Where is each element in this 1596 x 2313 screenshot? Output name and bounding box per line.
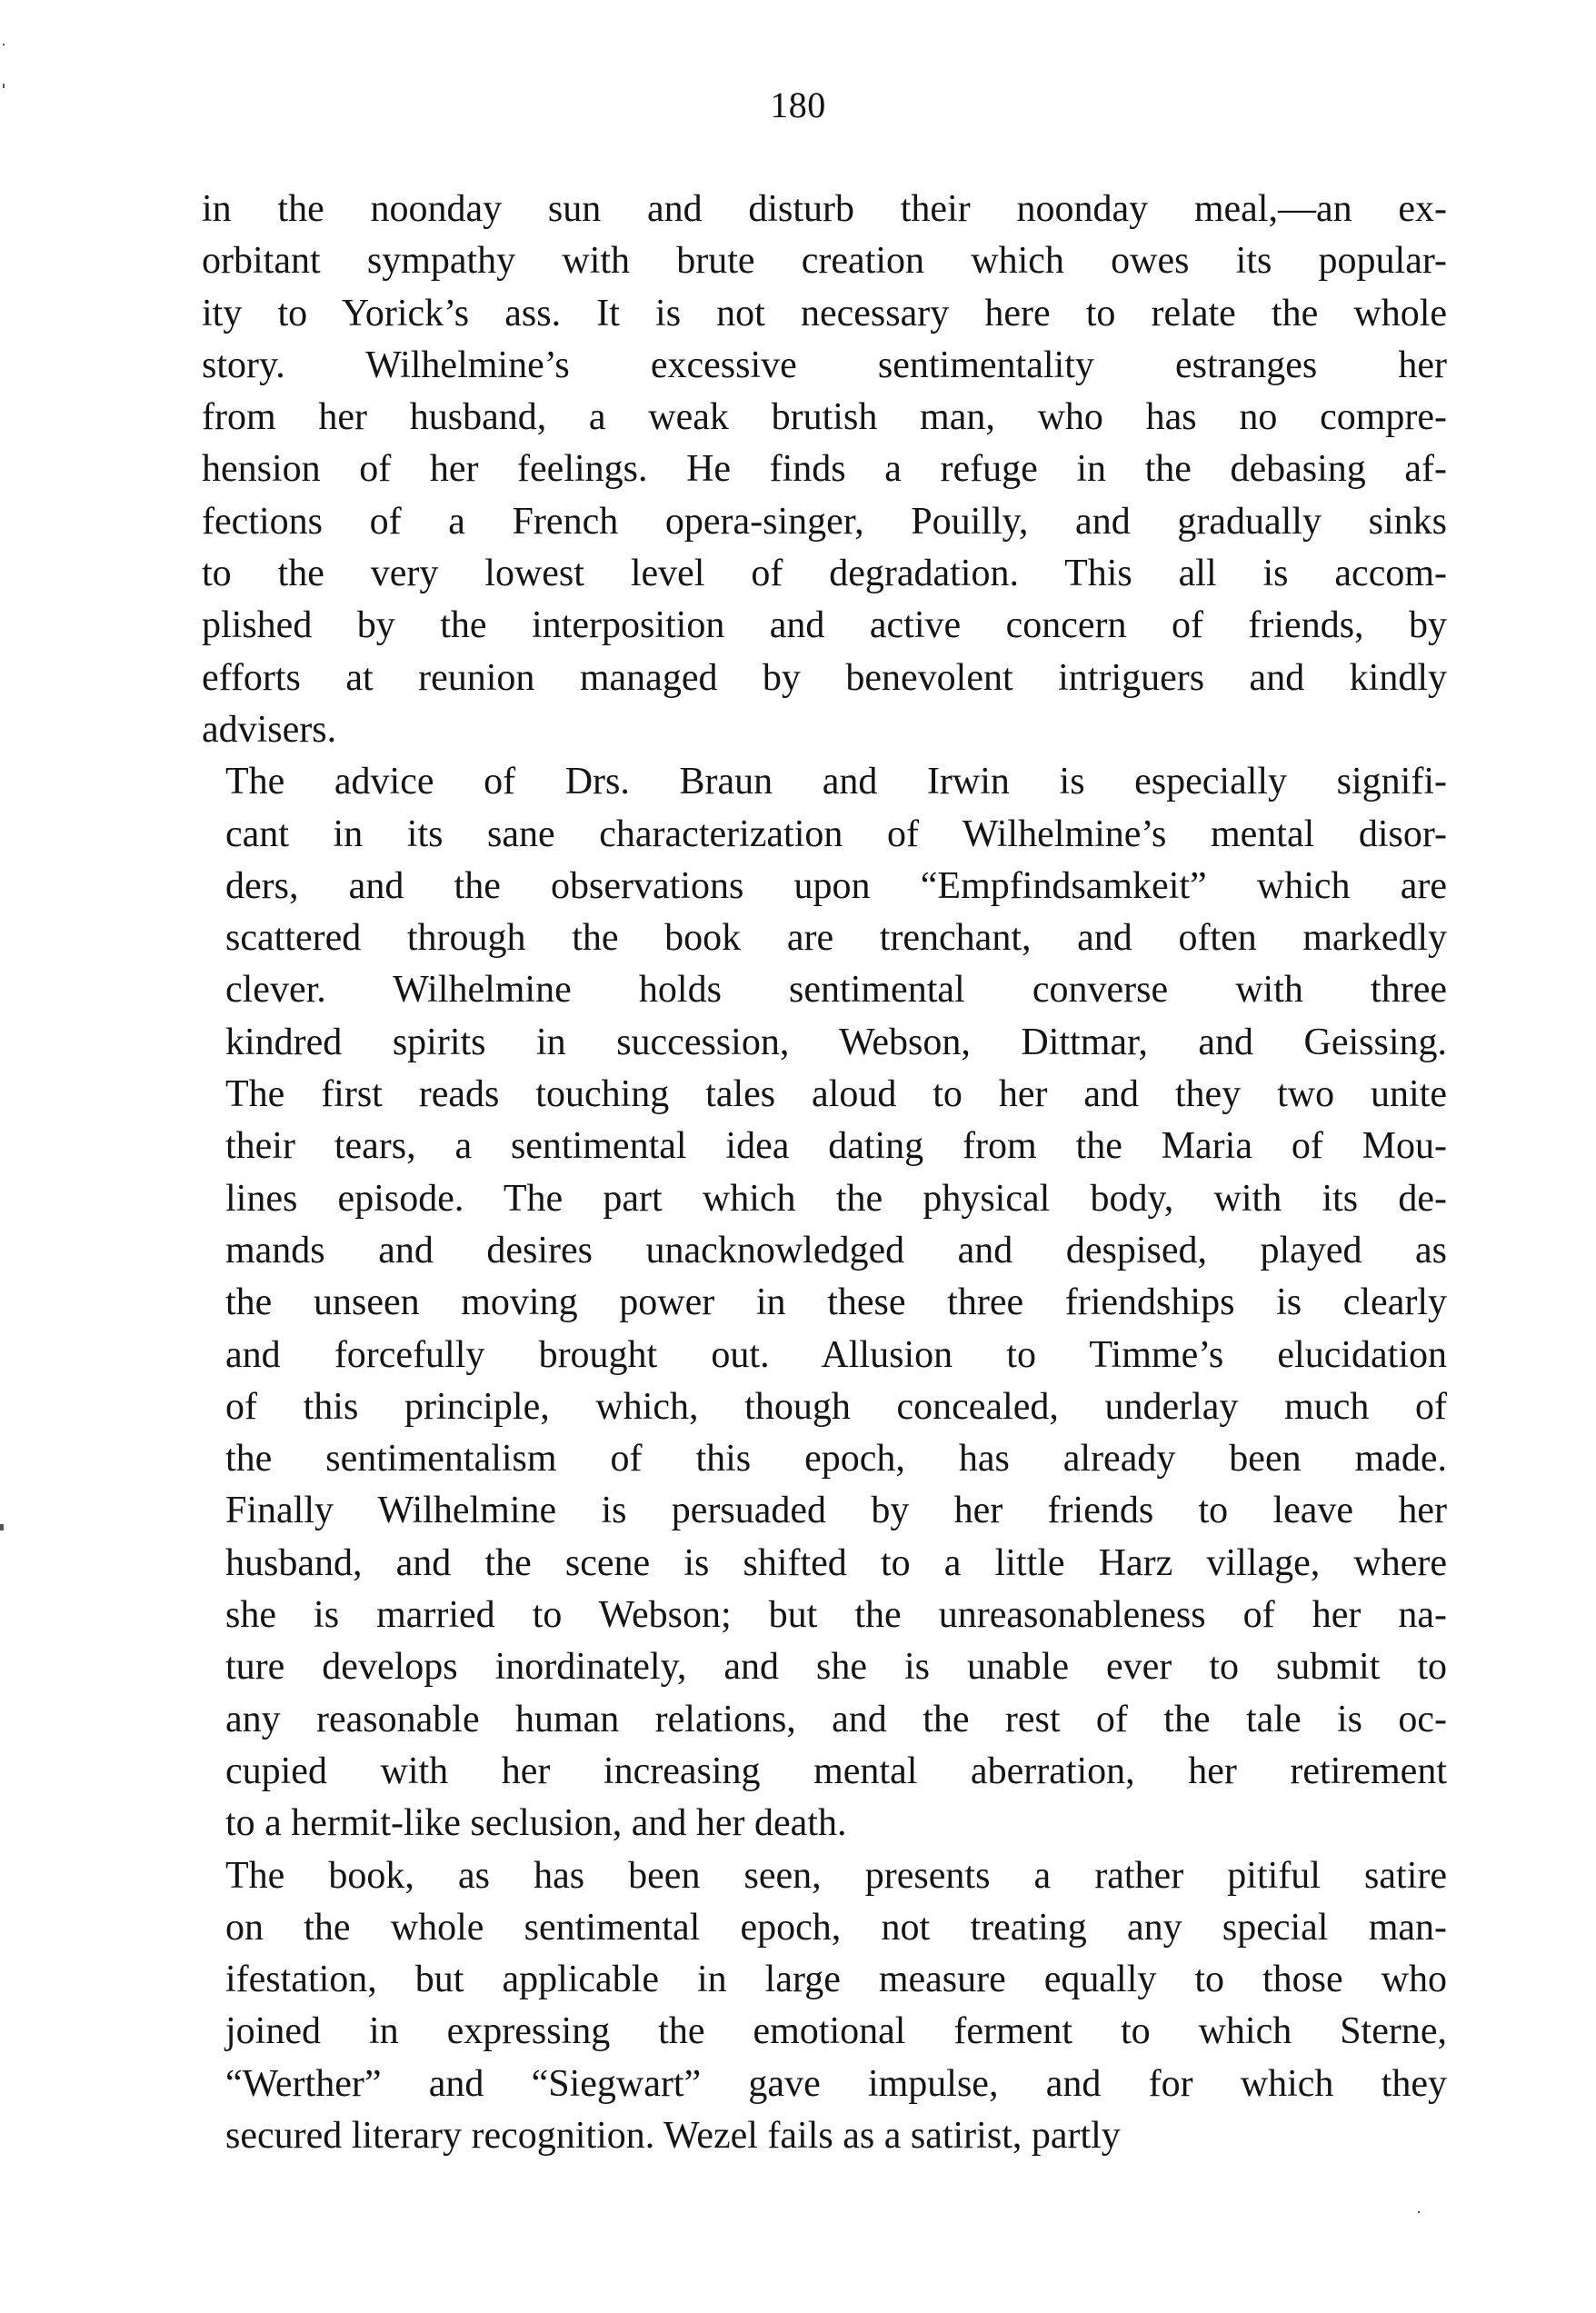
text-line: in the noonday sun and disturb their noonday meal,—an ex- — [202, 188, 1447, 230]
scan-speck — [1418, 2211, 1420, 2213]
scan-speck — [3, 84, 5, 88]
text-line: cupied with her increasing mental aberration, her retirement — [225, 1750, 1447, 1792]
scan-speck — [0, 1524, 4, 1530]
text-line: ifestation, but applicable in large measure equally to those who — [225, 1959, 1447, 2001]
text-line: efforts at reunion managed by benevolent intriguers and kindly — [202, 656, 1447, 699]
page-number: 180 — [770, 85, 826, 125]
text-line: advisers. — [202, 708, 337, 751]
text-line: of this principle, which, though concealed, underlay much of — [225, 1385, 1447, 1428]
text-line: mands and desires unacknowledged and despised, played as — [225, 1229, 1447, 1271]
text-line: clever. Wilhelmine holds sentimental converse with three — [225, 969, 1447, 1012]
text-line: she is married to Webson; but the unreasonableness of her na- — [225, 1594, 1447, 1637]
paragraph-1 — [202, 184, 1447, 756]
text-line: and forcefully brought out. Allusion to Timme’s elucidation — [225, 1333, 1447, 1376]
text-line: fections of a French opera-singer, Pouilly, and gradually sinks — [202, 500, 1447, 543]
text-line: any reasonable human relations, and the rest of the tale is oc- — [225, 1698, 1447, 1740]
text-line: lines episode. The part which the physical body, with its de- — [225, 1177, 1447, 1220]
text-line: cant in its sane characterization of Wilhelmine’s mental disor- — [225, 813, 1447, 855]
text-line: secured literary recognition. Wezel fails as a satirist, partly — [225, 2114, 1121, 2157]
text-line: to a hermit-like seclusion, and her death. — [225, 1802, 847, 1845]
text-line: “Werther” and “Siegwart” gave impulse, and for which they — [225, 2062, 1447, 2105]
text-line: plished by the interposition and active concern of friends, by — [202, 604, 1447, 647]
scan-speck — [3, 44, 5, 45]
text-line: the sentimentalism of this epoch, has already been made. — [225, 1438, 1447, 1481]
text-line: orbitant sympathy with brute creation which owes its popular- — [202, 240, 1447, 283]
text-line: ity to Yorick’s ass. It is not necessary here to relate the whole — [202, 292, 1447, 334]
text-line: their tears, a sentimental idea dating from the Maria of Mou- — [225, 1125, 1447, 1168]
text-line: The advice of Drs. Braun and Irwin is especially signifi- — [225, 761, 1447, 803]
text-line: to the very lowest level of degradation. This all is accom- — [202, 553, 1447, 595]
text-line: from her husband, a weak brutish man, who has no compre- — [202, 396, 1447, 439]
text-line: hension of her feelings. He finds a refuge in the debasing af- — [202, 448, 1447, 491]
text-line: story. Wilhelmine’s excessive sentimentality estranges her — [202, 344, 1447, 386]
text-line: The book, as has been seen, presents a rather pitiful satire — [225, 1854, 1447, 1897]
text-line: ders, and the observations upon “Empfindsamkeit” which are — [225, 864, 1447, 907]
text-line: joined in expressing the emotional ferment to which Sterne, — [225, 2010, 1447, 2053]
text-line: on the whole sentimental epoch, not treating any special man- — [225, 1906, 1447, 1949]
paragraph-3 — [202, 1850, 1447, 2163]
text-line: husband, and the scene is shifted to a little Harz village, where — [225, 1541, 1447, 1584]
body-text — [202, 184, 1447, 2162]
text-line: Finally Wilhelmine is persuaded by her friends to leave her — [225, 1490, 1447, 1532]
text-line: The first reads touching tales aloud to her and they two unite — [225, 1073, 1447, 1116]
paragraph-2 — [202, 756, 1447, 1849]
text-line: scattered through the book are trenchant, and often markedly — [225, 917, 1447, 960]
text-line: kindred spirits in succession, Webson, Dittmar, and Geissing. — [225, 1021, 1447, 1063]
text-line: the unseen moving power in these three friendships is clearly — [225, 1281, 1447, 1324]
text-line: ture develops inordinately, and she is unable ever to submit to — [225, 1646, 1447, 1689]
